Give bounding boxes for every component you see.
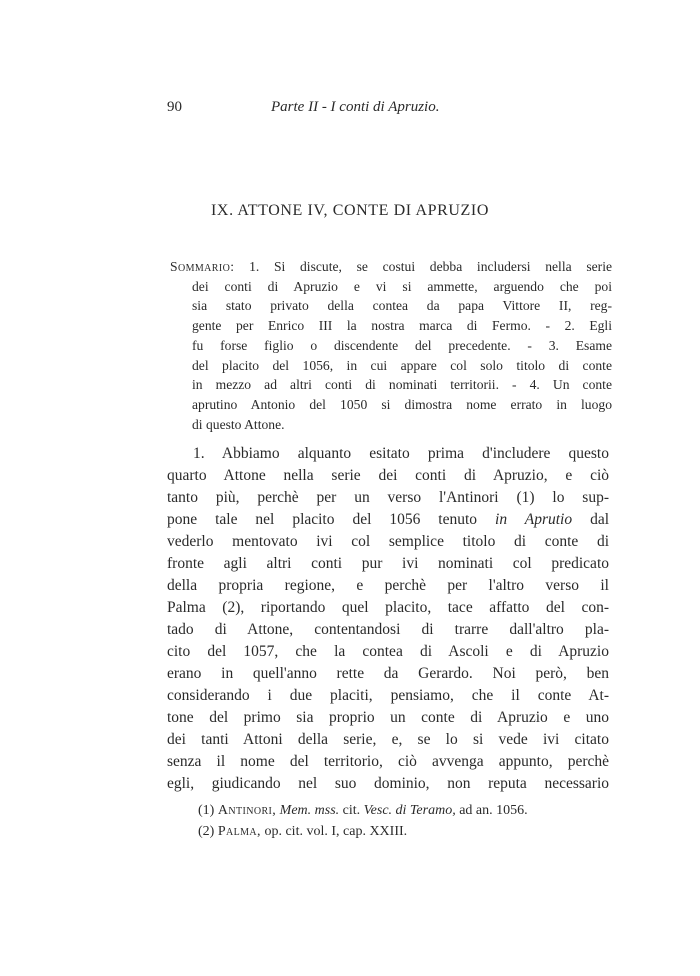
body-line: dei tanti Attoni della serie, e, se lo si vede ivi citato xyxy=(167,731,609,748)
body-line: Palma (2), riportando quel placito, tace affatto del con- xyxy=(167,599,609,616)
summary-line: fu forse figlio o discendente del precedente. - 3. Esame xyxy=(192,337,612,353)
body-line: tado di Attone, contentandosi di trarre dall'altro pla- xyxy=(167,621,609,638)
body-line: 1. Abbiamo alquanto esitato prima d'includere questo xyxy=(193,445,609,462)
chapter-title: IX. ATTONE IV, CONTE DI APRUZIO xyxy=(210,202,489,219)
summary-line: dei conti di Apruzio e vi si ammette, arguendo che poi xyxy=(192,278,612,294)
footnote-1: (1) Antinori, Mem. mss. cit. Vesc. di Teramo, ad an. 1056. xyxy=(198,803,528,818)
footnotes xyxy=(198,801,608,842)
summary-line: del placito del 1056, in cui appare col solo titolo di conte xyxy=(192,357,612,373)
chapter-summary xyxy=(170,257,612,434)
page-number: 90 xyxy=(167,99,182,115)
summary-label: Sommario: xyxy=(170,259,235,274)
body-line: vederlo mentovato ivi col semplice titolo di conte di xyxy=(167,533,609,550)
summary-line: gente per Enrico III la nostra marca di Fermo. - 2. Egli xyxy=(192,318,612,334)
body-line: pone tale nel placito del 1056 tenuto in Aprutio dal xyxy=(167,511,610,528)
summary-line: di questo Attone. xyxy=(192,416,285,432)
footnote-2: (2) Palma, op. cit. vol. I, cap. XXIII. xyxy=(198,823,408,839)
body-line: tanto più, perchè per un verso l'Antinori (1) lo sup- xyxy=(167,489,609,506)
body-line: senza il nome del territorio, ciò avvenga appunto, perchè xyxy=(167,753,609,770)
body-line: tone del primo sia proprio un conte di Apruzio e uno xyxy=(167,709,609,726)
running-title: Parte II - I conti di Apruzio. xyxy=(271,99,440,115)
body-line: erano in quell'anno rette da Gerardo. Noi però, ben xyxy=(167,665,609,682)
body-line: egli, giudicando nel suo dominio, non reputa necessario xyxy=(167,775,609,792)
body-paragraph xyxy=(167,443,609,795)
body-line: quarto Attone nella serie dei conti di Apruzio, e ciò xyxy=(167,467,609,484)
body-line: considerando i due placiti, pensiamo, che il conte At- xyxy=(167,687,609,704)
body-line: fronte agli altri conti pur ivi nominati col predicato xyxy=(167,555,609,572)
body-line: cito del 1057, che la contea di Ascoli e di Apruzio xyxy=(167,643,609,660)
italic-phrase: in Aprutio xyxy=(495,511,573,528)
summary-line: aprutino Antonio del 1050 si dimostra nome errato in luogo xyxy=(192,396,612,412)
summary-line: Sommario: 1. Si discute, se costui debba includersi nella serie xyxy=(170,259,612,274)
page-header xyxy=(167,99,567,121)
body-line: della propria regione, e perchè per l'altro verso il xyxy=(167,577,609,594)
summary-line: sia stato privato della contea da papa Vittore II, reg- xyxy=(192,298,612,314)
summary-line: in mezzo ad altri conti di nominati territorii. - 4. Un conte xyxy=(192,377,612,393)
